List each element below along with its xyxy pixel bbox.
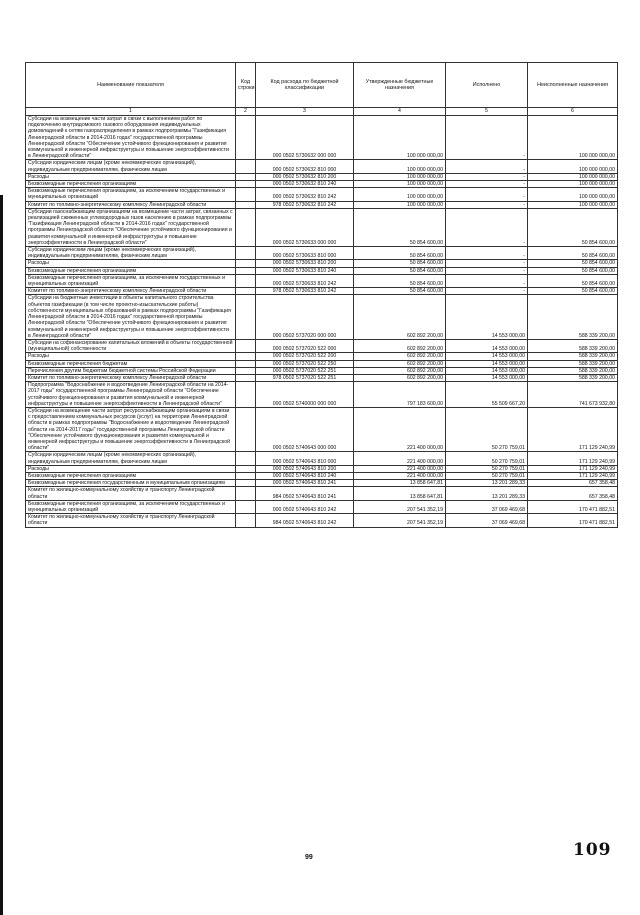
table-row bbox=[26, 116, 618, 160]
table-row bbox=[26, 295, 618, 339]
row-expense-code: 978 0502 5730633 810 242 bbox=[256, 288, 354, 295]
handwritten-page-stamp: 109 bbox=[573, 840, 612, 860]
table-row bbox=[26, 500, 618, 513]
row-executed-amount: - bbox=[446, 247, 528, 260]
row-executed-amount: 14 553 000,00 bbox=[446, 339, 528, 352]
row-executed-amount: - bbox=[446, 116, 528, 160]
row-name: Безвозмездные перечисления организациям bbox=[26, 181, 236, 188]
row-executed-amount: 55 509 667,20 bbox=[446, 382, 528, 408]
header-remaining: Неисполненные назначения bbox=[528, 63, 618, 108]
row-name: Комитет по топливно-энергетическому комплексу Ленинградской области bbox=[26, 374, 236, 381]
column-number: 5 bbox=[446, 108, 528, 116]
row-remaining-amount: 588 339 200,00 bbox=[528, 339, 618, 352]
row-remaining-amount: 100 000 000,00 bbox=[528, 160, 618, 173]
row-executed-amount: - bbox=[446, 181, 528, 188]
row-line-code bbox=[236, 267, 256, 274]
row-line-code bbox=[236, 514, 256, 527]
table-row bbox=[26, 274, 618, 287]
row-expense-code: 000 0502 5730632 810 200 bbox=[256, 173, 354, 180]
row-remaining-amount: 100 000 000,00 bbox=[528, 116, 618, 160]
table-body bbox=[26, 116, 618, 528]
table-row bbox=[26, 360, 618, 367]
row-executed-amount: 50 270 759,01 bbox=[446, 407, 528, 451]
row-expense-code: 000 0502 5730633 810 200 bbox=[256, 260, 354, 267]
row-approved-amount: 602 892 200,00 bbox=[354, 360, 446, 367]
row-expense-code: 984 0502 5740643 810 241 bbox=[256, 487, 354, 500]
table-row bbox=[26, 260, 618, 267]
row-line-code bbox=[236, 188, 256, 201]
row-approved-amount: 50 854 600,00 bbox=[354, 274, 446, 287]
row-remaining-amount: 588 339 200,00 bbox=[528, 353, 618, 360]
table-row bbox=[26, 181, 618, 188]
row-expense-code: 000 0502 5740643 810 242 bbox=[256, 500, 354, 513]
row-expense-code: 984 0502 5740643 810 242 bbox=[256, 514, 354, 527]
row-expense-code: 000 0502 5737020 000 000 bbox=[256, 295, 354, 339]
row-approved-amount: 602 892 200,00 bbox=[354, 353, 446, 360]
row-line-code bbox=[236, 367, 256, 374]
row-remaining-amount: 50 854 600,00 bbox=[528, 260, 618, 267]
row-name: Субсидии на возмещение части затрат в связи с выполнением работ по подключению внутридомового газового оборудования индивидуальных домовладений к сетям газораспределения в рамках подпрограммы "Газификация Ленинградской области в 2014-2016 годах" государственной программы Ленинградской области "Обеспечение устойчивого функционирования и развития коммунальной и инженерной инфраструктуры и повышение энергоэффективности в Ленинградской области" bbox=[26, 116, 236, 160]
row-line-code bbox=[236, 407, 256, 451]
column-number: 3 bbox=[256, 108, 354, 116]
header-approved: Утвержденные бюджетные назначения bbox=[354, 63, 446, 108]
table-row bbox=[26, 472, 618, 479]
column-number: 6 bbox=[528, 108, 618, 116]
row-remaining-amount: 50 854 600,00 bbox=[528, 208, 618, 246]
row-name: Безвозмездные перечисления организациям, за исключением государственных и муниципальных организаций bbox=[26, 274, 236, 287]
row-expense-code: 000 0502 5740643 000 000 bbox=[256, 407, 354, 451]
row-executed-amount: - bbox=[446, 267, 528, 274]
row-line-code bbox=[236, 353, 256, 360]
row-approved-amount: 100 000 000,00 bbox=[354, 188, 446, 201]
row-name: Расходы bbox=[26, 465, 236, 472]
row-line-code bbox=[236, 274, 256, 287]
row-line-code bbox=[236, 116, 256, 160]
table-row bbox=[26, 452, 618, 465]
header-expense-code: Код расхода по бюджетной классификации bbox=[256, 63, 354, 108]
header-line-code: Код строки bbox=[236, 63, 256, 108]
row-expense-code: 000 0502 5740643 810 241 bbox=[256, 480, 354, 487]
row-line-code bbox=[236, 382, 256, 408]
table-row bbox=[26, 480, 618, 487]
row-name: Субсидии юридическим лицам (кроме некоммерческих организаций), индивидуальным предпринимателям, физическим лицам bbox=[26, 452, 236, 465]
row-executed-amount: - bbox=[446, 288, 528, 295]
row-name: Безвозмездные перечисления организациям, за исключением государственных и муниципальных организаций bbox=[26, 188, 236, 201]
row-remaining-amount: 588 339 200,00 bbox=[528, 360, 618, 367]
row-expense-code: 000 0502 5730632 810 000 bbox=[256, 160, 354, 173]
row-remaining-amount: 588 339 200,00 bbox=[528, 374, 618, 381]
row-executed-amount: 13 201 289,33 bbox=[446, 480, 528, 487]
row-approved-amount: 207 541 352,19 bbox=[354, 514, 446, 527]
row-executed-amount: 14 553 000,00 bbox=[446, 295, 528, 339]
row-expense-code: 000 0502 5740000 000 000 bbox=[256, 382, 354, 408]
row-name: Субсидии юридическим лицам (кроме некоммерческих организаций), индивидуальным предпринимателям, физическим лицам bbox=[26, 160, 236, 173]
row-approved-amount: 100 000 000,00 bbox=[354, 201, 446, 208]
row-name: Расходы bbox=[26, 173, 236, 180]
table-row bbox=[26, 382, 618, 408]
row-remaining-amount: 171 129 240,99 bbox=[528, 407, 618, 451]
row-executed-amount: 14 553 000,00 bbox=[446, 374, 528, 381]
row-approved-amount: 50 854 600,00 bbox=[354, 267, 446, 274]
table-row bbox=[26, 160, 618, 173]
row-expense-code: 000 0502 5740643 810 240 bbox=[256, 472, 354, 479]
row-executed-amount: 50 270 759,01 bbox=[446, 465, 528, 472]
row-line-code bbox=[236, 173, 256, 180]
row-approved-amount: 100 000 000,00 bbox=[354, 160, 446, 173]
row-remaining-amount: 741 673 932,80 bbox=[528, 382, 618, 408]
row-expense-code: 000 0502 5730633 810 240 bbox=[256, 267, 354, 274]
report-frame bbox=[25, 62, 617, 528]
row-remaining-amount: 171 129 240,99 bbox=[528, 472, 618, 479]
row-line-code bbox=[236, 181, 256, 188]
row-expense-code: 000 0502 5730632 810 242 bbox=[256, 188, 354, 201]
column-number: 4 bbox=[354, 108, 446, 116]
row-name: Безвозмездные перечисления организациям bbox=[26, 472, 236, 479]
row-approved-amount: 602 892 200,00 bbox=[354, 295, 446, 339]
row-expense-code: 000 0502 5740643 810 200 bbox=[256, 465, 354, 472]
row-line-code bbox=[236, 288, 256, 295]
row-line-code bbox=[236, 480, 256, 487]
binding-edge bbox=[0, 195, 3, 915]
row-approved-amount: 221 400 000,00 bbox=[354, 407, 446, 451]
row-expense-code: 978 0502 5737020 522 251 bbox=[256, 374, 354, 381]
row-line-code bbox=[236, 465, 256, 472]
row-name: Безвозмездные перечисления организациям, за исключением государственных и муниципальных организаций bbox=[26, 500, 236, 513]
row-executed-amount: 50 270 759,01 bbox=[446, 472, 528, 479]
row-remaining-amount: 50 854 600,00 bbox=[528, 288, 618, 295]
row-executed-amount: 37 069 469,68 bbox=[446, 500, 528, 513]
row-line-code bbox=[236, 160, 256, 173]
row-approved-amount: 50 854 600,00 bbox=[354, 288, 446, 295]
row-expense-code: 000 0502 5730632 810 240 bbox=[256, 181, 354, 188]
row-line-code bbox=[236, 247, 256, 260]
row-executed-amount: 37 069 469,68 bbox=[446, 514, 528, 527]
header-executed: Исполнено bbox=[446, 63, 528, 108]
row-approved-amount: 602 892 200,00 bbox=[354, 339, 446, 352]
row-name: Субсидии юридическим лицам (кроме некоммерческих организаций), индивидуальным предпринимателям, физическим лицам bbox=[26, 247, 236, 260]
row-executed-amount: 14 553 000,00 bbox=[446, 353, 528, 360]
row-name: Безвозмездные перечисления государственным и муниципальным организациям bbox=[26, 480, 236, 487]
row-approved-amount: 13 858 647,81 bbox=[354, 480, 446, 487]
table-row bbox=[26, 514, 618, 527]
row-approved-amount: 221 400 000,00 bbox=[354, 452, 446, 465]
table-row bbox=[26, 208, 618, 246]
table-row bbox=[26, 374, 618, 381]
row-approved-amount: 100 000 000,00 bbox=[354, 173, 446, 180]
row-name: Комитет по жилищно-коммунальному хозяйству и транспорту Ленинградской области bbox=[26, 487, 236, 500]
row-approved-amount: 602 892 200,00 bbox=[354, 367, 446, 374]
row-expense-code: 000 0502 5737020 522 200 bbox=[256, 353, 354, 360]
row-line-code bbox=[236, 208, 256, 246]
table-row bbox=[26, 367, 618, 374]
row-approved-amount: 50 854 600,00 bbox=[354, 247, 446, 260]
row-approved-amount: 50 854 600,00 bbox=[354, 260, 446, 267]
row-executed-amount: - bbox=[446, 188, 528, 201]
row-line-code bbox=[236, 374, 256, 381]
row-line-code bbox=[236, 260, 256, 267]
budget-execution-table bbox=[25, 62, 618, 528]
row-remaining-amount: 170 471 882,51 bbox=[528, 500, 618, 513]
row-name: Безвозмездные перечисления организациям bbox=[26, 267, 236, 274]
table-row bbox=[26, 353, 618, 360]
row-remaining-amount: 50 854 600,00 bbox=[528, 267, 618, 274]
row-line-code bbox=[236, 487, 256, 500]
row-approved-amount: 221 400 000,00 bbox=[354, 472, 446, 479]
row-name: Субсидии газоснабжающим организациям на возмещение части затрат, связанных с реализацией сжиженных углеводородных газов населению в рамках подпрограммы "Газификация Ленинградской области в 2014-2016 годах" государственной программы Ленинградской области "Обеспечение устойчивого функционирования и развития коммунальной и инженерной инфраструктуры и повышение энергоэффективности в Ленинградской области" bbox=[26, 208, 236, 246]
row-approved-amount: 797 183 600,00 bbox=[354, 382, 446, 408]
row-line-code bbox=[236, 452, 256, 465]
row-line-code bbox=[236, 339, 256, 352]
column-number-row bbox=[26, 108, 618, 116]
row-approved-amount: 100 000 000,00 bbox=[354, 116, 446, 160]
row-approved-amount: 100 000 000,00 bbox=[354, 181, 446, 188]
table-row bbox=[26, 339, 618, 352]
row-name: Перечисления другим бюджетам бюджетной системы Российской Федерации bbox=[26, 367, 236, 374]
row-remaining-amount: 100 000 000,00 bbox=[528, 181, 618, 188]
table-row bbox=[26, 288, 618, 295]
table-row bbox=[26, 247, 618, 260]
row-remaining-amount: 588 339 200,00 bbox=[528, 295, 618, 339]
row-expense-code: 000 0502 5730633 000 000 bbox=[256, 208, 354, 246]
row-name: Подпрограмма "Водоснабжение и водоотведение Ленинградской области на 2014-2017 годы" государственной программы Ленинградской области "Обеспечение устойчивого функционирования и развития коммунальной и инженерной инфраструктуры и повышение энергоэффективности в Ленинградской области" bbox=[26, 382, 236, 408]
row-executed-amount: - bbox=[446, 201, 528, 208]
row-expense-code: 978 0502 5730632 810 242 bbox=[256, 201, 354, 208]
row-remaining-amount: 657 358,48 bbox=[528, 487, 618, 500]
table-row bbox=[26, 407, 618, 451]
row-remaining-amount: 657 358,48 bbox=[528, 480, 618, 487]
table-header-row bbox=[26, 63, 618, 108]
row-expense-code: 000 0502 5740643 810 000 bbox=[256, 452, 354, 465]
row-remaining-amount: 588 339 200,00 bbox=[528, 367, 618, 374]
column-number: 1 bbox=[26, 108, 236, 116]
row-executed-amount: - bbox=[446, 160, 528, 173]
row-name: Безвозмездные перечисления бюджетам bbox=[26, 360, 236, 367]
row-line-code bbox=[236, 360, 256, 367]
row-executed-amount: - bbox=[446, 208, 528, 246]
column-number: 2 bbox=[236, 108, 256, 116]
row-name: Комитет по топливно-энергетическому комплексу Ленинградской области bbox=[26, 288, 236, 295]
row-remaining-amount: 100 000 000,00 bbox=[528, 173, 618, 180]
row-name: Расходы bbox=[26, 260, 236, 267]
table-row bbox=[26, 173, 618, 180]
row-line-code bbox=[236, 201, 256, 208]
row-name: Субсидии на бюджетные инвестиции в объекты капитального строительства объектов газификации (в том числе проектно-изыскательские работы) собственности муниципальных образований в рамках подпрограммы "Газификация Ленинградской области в 2014-2016 годах" государственной программы Ленинградской области "Обеспечение устойчивого функционирования и развития коммунальной и инженерной инфраструктуры и повышение энергоэффективности в Ленинградской области" bbox=[26, 295, 236, 339]
row-line-code bbox=[236, 472, 256, 479]
row-name: Субсидии на софинансирование капитальных вложений в объекты государственной (муниципальной) собственности bbox=[26, 339, 236, 352]
page-number: 99 bbox=[305, 854, 313, 861]
table-row bbox=[26, 188, 618, 201]
row-remaining-amount: 171 129 240,99 bbox=[528, 452, 618, 465]
row-remaining-amount: 170 471 882,51 bbox=[528, 514, 618, 527]
row-executed-amount: 14 553 000,00 bbox=[446, 360, 528, 367]
row-executed-amount: - bbox=[446, 173, 528, 180]
row-approved-amount: 221 400 000,00 bbox=[354, 465, 446, 472]
row-name: Комитет по жилищно-коммунальному хозяйству и транспорту Ленинградской области bbox=[26, 514, 236, 527]
row-executed-amount: - bbox=[446, 260, 528, 267]
row-executed-amount: 13 201 289,33 bbox=[446, 487, 528, 500]
row-remaining-amount: 100 000 000,00 bbox=[528, 201, 618, 208]
row-expense-code: 000 0502 5737020 522 250 bbox=[256, 360, 354, 367]
row-approved-amount: 50 854 600,00 bbox=[354, 208, 446, 246]
row-approved-amount: 13 858 647,81 bbox=[354, 487, 446, 500]
row-name: Расходы bbox=[26, 353, 236, 360]
row-expense-code: 000 0502 5737020 522 251 bbox=[256, 367, 354, 374]
header-name: Наименование показателя bbox=[26, 63, 236, 108]
row-name: Комитет по топливно-энергетическому комплексу Ленинградской области bbox=[26, 201, 236, 208]
row-approved-amount: 602 892 200,00 bbox=[354, 374, 446, 381]
table-row bbox=[26, 267, 618, 274]
row-expense-code: 000 0502 5730632 000 000 bbox=[256, 116, 354, 160]
row-executed-amount: 50 270 759,01 bbox=[446, 452, 528, 465]
table-row bbox=[26, 201, 618, 208]
row-remaining-amount: 50 854 600,00 bbox=[528, 274, 618, 287]
row-expense-code: 000 0502 5730633 810 000 bbox=[256, 247, 354, 260]
row-executed-amount: - bbox=[446, 274, 528, 287]
row-approved-amount: 207 541 352,19 bbox=[354, 500, 446, 513]
row-expense-code: 000 0502 5737020 522 000 bbox=[256, 339, 354, 352]
row-name: Субсидии на возмещение части затрат ресурсоснабжающим организациям в связи с предоставлением коммунальных ресурсов (услуг) на территории Ленинградской области в рамках подпрограммы "Водоснабжение и водоотведение Ленинградской области на 2014-2017 годы" государственной программы Ленинградской области "Обеспечение устойчивого функционирования и развития коммунальной и инженерной инфраструктуры и повышение энергоэффективности в Ленинградской области" bbox=[26, 407, 236, 451]
table-row bbox=[26, 487, 618, 500]
row-line-code bbox=[236, 295, 256, 339]
row-remaining-amount: 50 854 600,00 bbox=[528, 247, 618, 260]
row-expense-code: 000 0502 5730633 810 242 bbox=[256, 274, 354, 287]
row-remaining-amount: 100 000 000,00 bbox=[528, 188, 618, 201]
row-executed-amount: 14 553 000,00 bbox=[446, 367, 528, 374]
table-row bbox=[26, 465, 618, 472]
row-remaining-amount: 171 129 240,99 bbox=[528, 465, 618, 472]
row-line-code bbox=[236, 500, 256, 513]
